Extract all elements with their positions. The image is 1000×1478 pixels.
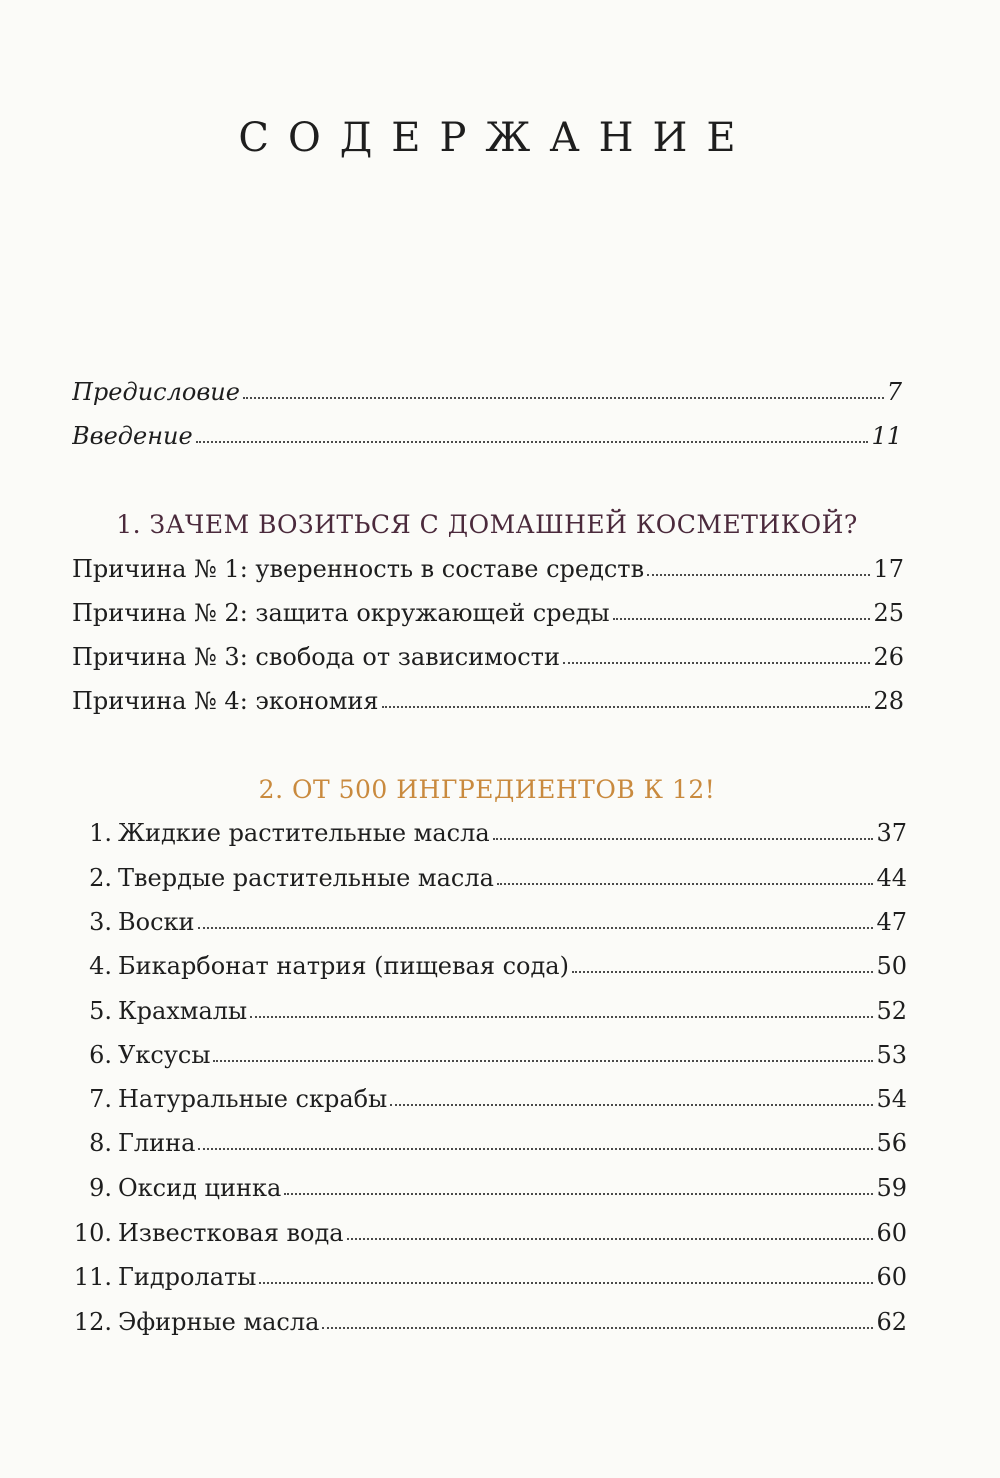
toc-entry — [72, 1261, 907, 1293]
toc-entry-page: 60 — [876, 1219, 907, 1247]
toc-entry-page: 54 — [876, 1085, 907, 1113]
dot-leader — [250, 1016, 873, 1018]
toc-entry — [72, 906, 907, 938]
toc-entry-number: 4. — [89, 952, 112, 980]
toc-entry — [72, 862, 907, 894]
toc-entry-number: 5. — [89, 997, 112, 1025]
toc-entry-title: Причина № 1: уверенность в составе средств — [72, 555, 645, 583]
dot-leader — [647, 574, 870, 576]
toc-entry-title: Известковая вода — [118, 1219, 344, 1247]
dot-leader — [493, 838, 874, 840]
toc-entry-title: Предисловие — [72, 378, 240, 406]
toc-entry-page: 7 — [886, 378, 902, 406]
toc-entry — [72, 1306, 907, 1338]
toc-entry-page: 25 — [873, 599, 904, 627]
toc-entry-title: Введение — [72, 422, 193, 450]
toc-entry-introduction — [72, 420, 902, 452]
toc-entry — [72, 1217, 907, 1249]
toc-entry-preface — [72, 376, 902, 408]
toc-entry-page: 11 — [871, 422, 902, 450]
dot-leader — [322, 1327, 873, 1329]
toc-entry-title: Глина — [118, 1129, 196, 1157]
dot-leader — [572, 971, 874, 973]
toc-entry-page: 50 — [876, 952, 907, 980]
dot-leader — [347, 1238, 874, 1240]
toc-entry-page: 28 — [873, 687, 904, 715]
toc-entry — [72, 950, 907, 982]
toc-entry — [72, 641, 904, 673]
dot-leader — [382, 706, 871, 708]
section-heading-2: 2. ОТ 500 ИНГРЕДИЕНТОВ К 12! — [258, 775, 716, 804]
toc-entry-page: 59 — [876, 1174, 907, 1202]
toc-entry — [72, 597, 904, 629]
toc-entry-title: Бикарбонат натрия (пищевая сода) — [118, 952, 569, 980]
toc-entry-number: 10. — [73, 1219, 112, 1247]
toc-entry-number: 11. — [73, 1263, 112, 1291]
toc-entry — [72, 1127, 907, 1159]
toc-entry-page: 37 — [876, 819, 907, 847]
toc-entry-number: 2. — [89, 864, 112, 892]
dot-leader — [613, 618, 871, 620]
dot-leader — [198, 927, 874, 929]
section-heading-1: 1. ЗАЧЕМ ВОЗИТЬСЯ С ДОМАШНЕЙ КОСМЕТИКОЙ? — [116, 510, 858, 539]
toc-entry-number: 1. — [89, 819, 112, 847]
toc-entry-title: Причина № 4: экономия — [72, 687, 379, 715]
toc-entry-number: 3. — [89, 908, 112, 936]
toc-entry-page: 53 — [876, 1041, 907, 1069]
toc-entry-number: 8. — [89, 1129, 112, 1157]
toc-entry-title: Причина № 3: свобода от зависимости — [72, 643, 560, 671]
toc-entry-number: 7. — [89, 1085, 112, 1113]
toc-entry-number: 6. — [89, 1041, 112, 1069]
toc-entry — [72, 1172, 907, 1204]
dot-leader — [284, 1193, 873, 1195]
dot-leader — [196, 441, 869, 443]
toc-entry-page: 60 — [876, 1263, 907, 1291]
toc-entry-page: 62 — [876, 1308, 907, 1336]
toc-entry-page: 26 — [873, 643, 904, 671]
toc-entry — [72, 995, 907, 1027]
toc-entry-page: 44 — [876, 864, 907, 892]
dot-leader — [243, 397, 884, 399]
dot-leader — [259, 1282, 873, 1284]
dot-leader — [563, 662, 870, 664]
toc-entry-title: Эфирные масла — [118, 1308, 320, 1336]
toc-entry-title: Причина № 2: защита окружающей среды — [72, 599, 610, 627]
toc-entry-title: Гидролаты — [118, 1263, 257, 1291]
dot-leader — [497, 883, 874, 885]
toc-entry-page: 52 — [876, 997, 907, 1025]
toc-entry-page: 56 — [876, 1129, 907, 1157]
toc-entry — [72, 1039, 907, 1071]
toc-entry — [72, 1083, 907, 1115]
toc-entry-number: 9. — [89, 1174, 112, 1202]
toc-entry-title: Воски — [118, 908, 195, 936]
page-title: СОДЕРЖАНИЕ — [238, 115, 755, 161]
toc-entry-title: Твердые растительные масла — [118, 864, 494, 892]
toc-entry-title: Жидкие растительные масла — [118, 819, 490, 847]
toc-entry — [72, 685, 904, 717]
toc-entry-title: Оксид цинка — [118, 1174, 282, 1202]
toc-entry-title: Крахмалы — [118, 997, 248, 1025]
dot-leader — [390, 1104, 873, 1106]
dot-leader — [213, 1060, 873, 1062]
toc-entry-number: 12. — [73, 1308, 112, 1336]
toc-entry-page: 47 — [876, 908, 907, 936]
toc-entry — [72, 553, 904, 585]
toc-entry-page: 17 — [873, 555, 904, 583]
dot-leader — [198, 1148, 873, 1150]
toc-entry-title: Уксусы — [118, 1041, 211, 1069]
toc-entry — [72, 817, 907, 849]
toc-entry-title: Натуральные скрабы — [118, 1085, 388, 1113]
